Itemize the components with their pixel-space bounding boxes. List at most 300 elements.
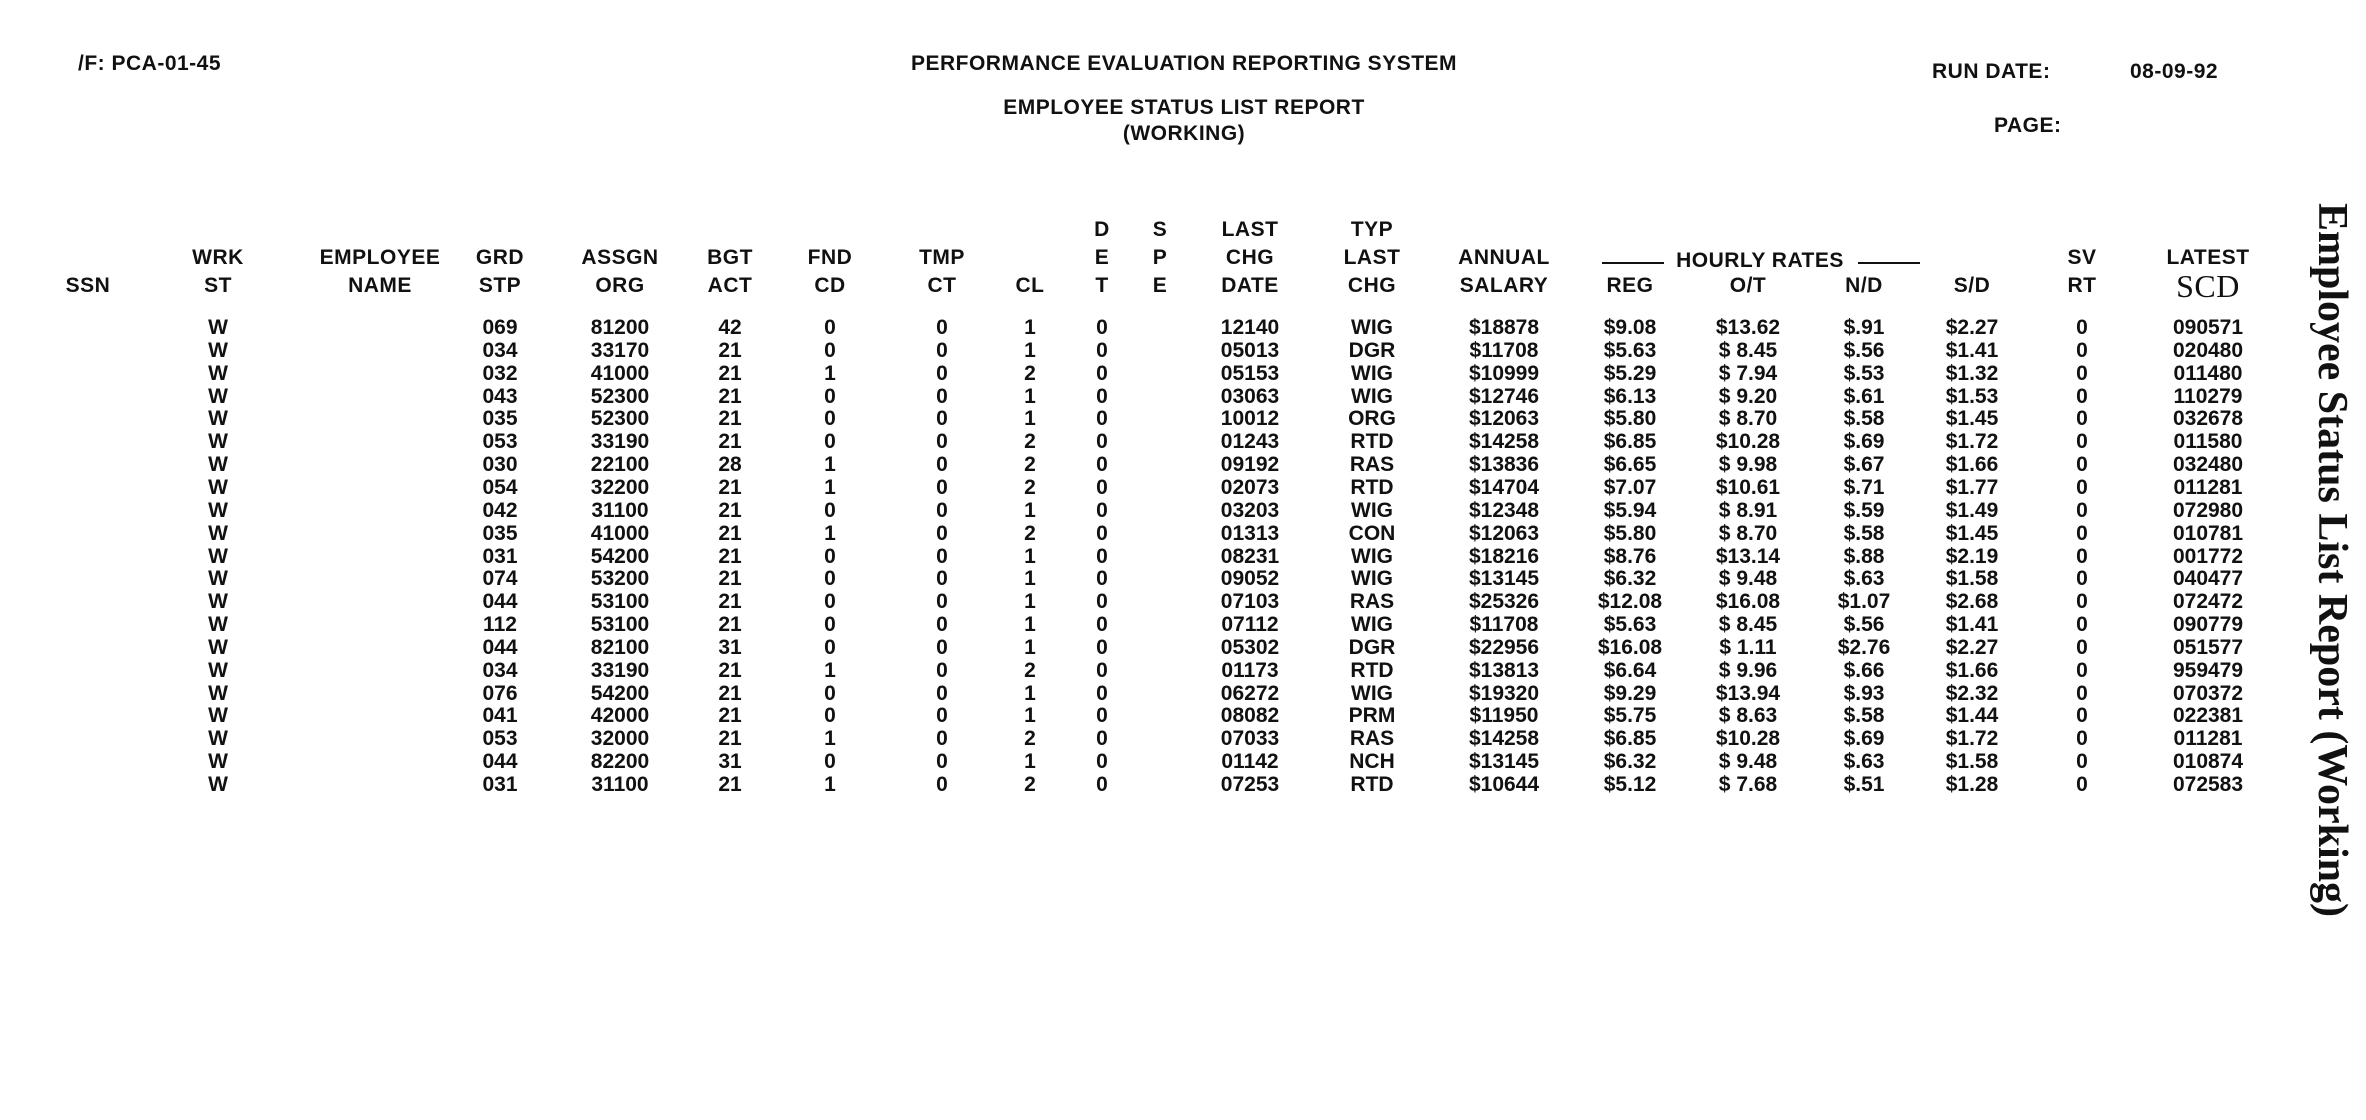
annual-salary-cell: $11708 [1469,338,1539,362]
col-header-annual: ANNUAL [1458,246,1550,269]
cl-cell: 2 [1024,430,1036,454]
latest-scd-cell: 022381 [2172,704,2244,728]
col-header-det: T [1095,274,1109,297]
sv-rt-cell: 0 [2076,590,2088,614]
grd-cell: 034 [482,658,518,682]
col-header-wrk: WRK [192,246,244,269]
latest-scd-cell: 072583 [2172,773,2244,796]
grd-cell: 044 [482,635,518,659]
typ-last-chg-cell: WIG [1351,498,1393,522]
col-header-wrk: ST [204,274,232,297]
typ-last-chg-cell: RTD [1350,430,1394,454]
fnd-cell: 1 [824,658,836,682]
fnd-cell: 0 [824,544,836,568]
col-header-ot: O/T [1729,274,1767,297]
wrk-cell: W [208,773,228,796]
last-chg-date-cell: 08082 [1220,704,1280,728]
nd-rate-cell: $.58 [1843,521,1885,545]
last-chg-date-cell: 12140 [1220,316,1280,339]
typ-last-chg-cell: WIG [1351,361,1393,385]
ot-rate-cell: $ 7.94 [1718,361,1778,385]
det-cell: 0 [1096,635,1108,659]
wrk-cell: W [208,590,228,614]
ot-rate-cell: $13.14 [1715,544,1781,568]
col-header-typ: LAST [1343,246,1401,269]
nd-rate-cell: $.91 [1843,316,1885,339]
bgt-cell: 21 [718,613,742,637]
latest-scd-cell: 110279 [2173,384,2243,408]
bgt-cell: 21 [718,704,742,728]
nd-rate-cell: $.63 [1843,567,1885,591]
last-chg-date-cell: 08231 [1220,544,1280,568]
det-cell: 0 [1096,773,1108,796]
fnd-cell: 0 [824,498,836,522]
grd-cell: 043 [482,384,518,408]
grd-cell: 041 [482,704,518,728]
reg-rate-cell: $5.75 [1603,704,1657,728]
nd-rate-cell: $.61 [1843,384,1885,408]
grd-cell: 031 [482,773,518,796]
assgn-cell: 52300 [590,384,650,408]
last-chg-date-cell: 07103 [1220,590,1280,614]
nd-rate-cell: $.56 [1843,338,1885,362]
fnd-cell: 0 [824,407,836,431]
fnd-cell: 0 [824,567,836,591]
grd-cell: 074 [482,567,518,591]
bgt-cell: 28 [718,453,742,477]
nd-rate-cell: $.58 [1843,407,1885,431]
cl-cell: 1 [1024,613,1036,637]
reg-rate-cell: $9.29 [1603,681,1657,705]
reg-rate-cell: $5.80 [1603,407,1657,431]
col-header-tmp: TMP [919,246,965,269]
fnd-cell: 1 [824,521,836,545]
bgt-cell: 31 [718,635,742,659]
ot-rate-cell: $ 9.96 [1718,658,1778,682]
nd-rate-cell: $.67 [1843,453,1885,477]
hourly-rates-line-right [1858,262,1920,264]
col-header-fnd: CD [814,274,846,297]
tmp-cell: 0 [936,430,948,454]
typ-last-chg-cell: WIG [1351,681,1393,705]
fnd-cell: 0 [824,681,836,705]
reg-rate-cell: $8.76 [1603,544,1657,568]
cl-cell: 1 [1024,498,1036,522]
run-date-label: RUN DATE: [1932,60,2051,83]
nd-rate-cell: $.51 [1843,773,1885,796]
bgt-cell: 21 [718,567,742,591]
latest-scd-cell: 001772 [2172,544,2244,568]
sd-rate-cell: $1.66 [1945,658,1999,682]
sv-rt-cell: 0 [2076,567,2088,591]
reg-rate-cell: $6.65 [1603,453,1657,477]
col-header-typ: TYP [1350,218,1394,241]
nd-rate-cell: $.58 [1843,704,1885,728]
annual-salary-cell: $12746 [1468,384,1540,408]
reg-rate-cell: $9.08 [1603,316,1657,339]
assgn-cell: 54200 [590,544,650,568]
tmp-cell: 0 [936,613,948,637]
reg-rate-cell: $5.12 [1603,773,1657,796]
wrk-cell: W [208,635,228,659]
fnd-cell: 1 [824,361,836,385]
assgn-cell: 33190 [590,658,650,682]
typ-last-chg-cell: CON [1348,521,1396,545]
latest-scd-cell: 040477 [2172,567,2244,591]
last-chg-date-cell: 05153 [1220,361,1280,385]
col-header-tmp: CT [927,274,957,297]
cl-cell: 1 [1024,544,1036,568]
det-cell: 0 [1096,407,1108,431]
nd-rate-cell: $.88 [1843,544,1885,568]
wrk-cell: W [208,544,228,568]
annual-salary-cell: $14704 [1468,475,1540,499]
bgt-cell: 21 [718,521,742,545]
sv-rt-cell: 0 [2076,544,2088,568]
tmp-cell: 0 [936,681,948,705]
nd-rate-cell: $.59 [1843,498,1885,522]
col-header-grd: STP [478,274,522,297]
fnd-cell: 0 [824,384,836,408]
bgt-cell: 21 [718,475,742,499]
bgt-cell: 21 [718,338,742,362]
bgt-cell: 21 [718,498,742,522]
bgt-cell: 21 [718,727,742,751]
assgn-cell: 41000 [590,521,650,545]
bgt-cell: 21 [718,361,742,385]
typ-last-chg-cell: RAS [1349,727,1395,751]
last-chg-date-cell: 05013 [1220,338,1280,362]
col-header-spe: S [1152,218,1168,241]
col-header-det: E [1094,246,1110,269]
det-cell: 0 [1096,613,1108,637]
annual-salary-cell: $22956 [1468,635,1540,659]
typ-last-chg-cell: NCH [1349,750,1395,774]
col-header-assgn: ASSGN [581,246,659,269]
nd-rate-cell: $.69 [1843,430,1885,454]
grd-cell: 035 [482,521,518,545]
col-header-last: CHG [1225,246,1275,269]
grd-cell: 030 [482,453,518,477]
assgn-cell: 32000 [590,727,650,751]
wrk-cell: W [208,704,228,728]
side-title: Employee Status List Report (Working) [2309,203,2355,917]
col-header-sd: S/D [1953,274,1991,297]
det-cell: 0 [1096,521,1108,545]
grd-cell: 054 [482,475,518,499]
sd-rate-cell: $2.27 [1945,635,1999,659]
report-title: EMPLOYEE STATUS LIST REPORT [1003,96,1365,119]
grd-cell: 053 [482,727,518,751]
latest-scd-cell: 959479 [2172,658,2244,682]
sv-rt-cell: 0 [2076,430,2088,454]
annual-salary-cell: $18878 [1468,316,1540,339]
sd-rate-cell: $2.68 [1945,590,1999,614]
sd-rate-cell: $2.27 [1945,316,1999,339]
assgn-cell: 81200 [590,316,650,339]
ot-rate-cell: $ 9.48 [1718,750,1778,774]
col-header-assgn: ORG [595,274,645,297]
fnd-cell: 0 [824,338,836,362]
ot-rate-cell: $10.28 [1715,727,1781,751]
assgn-cell: 32200 [590,475,650,499]
latest-scd-cell: 011480 [2173,361,2243,385]
nd-rate-cell: $.71 [1843,475,1885,499]
det-cell: 0 [1096,361,1108,385]
tmp-cell: 0 [936,316,948,339]
col-header-name: NAME [348,274,412,297]
last-chg-date-cell: 07033 [1220,727,1280,751]
wrk-cell: W [208,316,228,339]
last-chg-date-cell: 01243 [1220,430,1280,454]
latest-scd-cell: 051577 [2172,635,2244,659]
sd-rate-cell: $2.32 [1945,681,1999,705]
col-header-spe: P [1152,246,1168,269]
last-chg-date-cell: 05302 [1220,635,1280,659]
assgn-cell: 53100 [590,613,650,637]
sd-rate-cell: $1.66 [1945,453,1999,477]
sd-rate-cell: $1.53 [1945,384,1999,408]
assgn-cell: 41000 [590,361,650,385]
col-header-bgt: BGT [707,246,753,269]
bgt-cell: 31 [718,750,742,774]
nd-rate-cell: $.56 [1843,613,1885,637]
hourly-rates-label: HOURLY RATES [1676,249,1844,272]
ot-rate-cell: $ 8.45 [1718,613,1778,637]
reg-rate-cell: $16.08 [1597,635,1663,659]
report-subtitle: (WORKING) [1122,122,1246,145]
det-cell: 0 [1096,750,1108,774]
col-header-nd: N/D [1845,274,1883,297]
tmp-cell: 0 [936,521,948,545]
latest-scd-cell: 010781 [2172,521,2244,545]
annual-salary-cell: $11950 [1469,704,1539,728]
typ-last-chg-cell: WIG [1351,567,1393,591]
reg-rate-cell: $6.32 [1603,567,1657,591]
fnd-cell: 0 [824,750,836,774]
reg-rate-cell: $5.63 [1603,338,1657,362]
grd-cell: 031 [482,544,518,568]
reg-rate-cell: $6.32 [1603,750,1657,774]
sd-rate-cell: $1.58 [1945,750,1999,774]
wrk-cell: W [208,750,228,774]
fnd-cell: 1 [824,727,836,751]
bgt-cell: 21 [718,544,742,568]
ot-rate-cell: $ 8.91 [1718,498,1778,522]
latest-scd-cell: 090571 [2172,316,2244,339]
last-chg-date-cell: 06272 [1220,681,1280,705]
fnd-cell: 0 [824,704,836,728]
fnd-cell: 0 [824,316,836,339]
typ-last-chg-cell: WIG [1351,544,1393,568]
fnd-cell: 0 [824,430,836,454]
sv-rt-cell: 0 [2076,453,2088,477]
cl-cell: 1 [1024,750,1036,774]
last-chg-date-cell: 01313 [1220,521,1280,545]
typ-last-chg-cell: RAS [1349,590,1395,614]
latest-scd-cell: 090779 [2172,613,2244,637]
assgn-cell: 53200 [590,567,650,591]
wrk-cell: W [208,498,228,522]
ot-rate-cell: $ 8.70 [1718,521,1778,545]
cl-cell: 1 [1024,316,1036,339]
tmp-cell: 0 [936,567,948,591]
sd-rate-cell: $1.77 [1945,475,1999,499]
ot-rate-cell: $ 8.63 [1718,704,1778,728]
ot-rate-cell: $ 8.45 [1718,338,1778,362]
sd-rate-cell: $1.44 [1945,704,1999,728]
cl-cell: 2 [1024,727,1036,751]
annual-salary-cell: $10644 [1468,773,1540,796]
last-chg-date-cell: 09052 [1220,567,1280,591]
ot-rate-cell: $ 1.11 [1719,635,1777,659]
annual-salary-cell: $13813 [1468,658,1540,682]
latest-scd-cell: 011281 [2173,727,2243,751]
sd-rate-cell: $1.45 [1945,407,1999,431]
annual-salary-cell: $25326 [1468,590,1540,614]
sv-rt-cell: 0 [2076,316,2088,339]
sd-rate-cell: $1.41 [1945,613,1999,637]
reg-rate-cell: $12.08 [1597,590,1663,614]
annual-salary-cell: $12348 [1468,498,1540,522]
last-chg-date-cell: 02073 [1220,475,1280,499]
annual-salary-cell: $13145 [1468,567,1540,591]
hourly-rates-line-left [1602,262,1664,264]
sv-rt-cell: 0 [2076,658,2088,682]
sv-rt-cell: 0 [2076,635,2088,659]
system-title: PERFORMANCE EVALUATION REPORTING SYSTEM [910,52,1458,75]
latest-scd-cell: 011580 [2173,430,2243,454]
latest-scd-cell: 020480 [2172,338,2244,362]
assgn-cell: 33190 [590,430,650,454]
bgt-cell: 21 [718,658,742,682]
nd-rate-cell: $.93 [1843,681,1885,705]
det-cell: 0 [1096,658,1108,682]
grd-cell: 035 [482,407,518,431]
wrk-cell: W [208,567,228,591]
wrk-cell: W [208,727,228,751]
ot-rate-cell: $16.08 [1715,590,1781,614]
cl-cell: 1 [1024,338,1036,362]
wrk-cell: W [208,407,228,431]
wrk-cell: W [208,521,228,545]
det-cell: 0 [1096,727,1108,751]
cl-cell: 2 [1024,521,1036,545]
sv-rt-cell: 0 [2076,338,2088,362]
tmp-cell: 0 [936,338,948,362]
bgt-cell: 42 [718,316,742,339]
col-header-fnd: FND [807,246,853,269]
typ-last-chg-cell: WIG [1351,316,1393,339]
col-header-reg: REG [1606,274,1654,297]
tmp-cell: 0 [936,704,948,728]
cl-cell: 2 [1024,773,1036,796]
det-cell: 0 [1096,498,1108,522]
tmp-cell: 0 [936,384,948,408]
det-cell: 0 [1096,384,1108,408]
annual-salary-cell: $11708 [1469,613,1539,637]
assgn-cell: 53100 [590,590,650,614]
sv-rt-cell: 0 [2076,750,2088,774]
det-cell: 0 [1096,704,1108,728]
annual-salary-cell: $19320 [1468,681,1540,705]
bgt-cell: 21 [718,407,742,431]
reg-rate-cell: $5.63 [1603,613,1657,637]
sv-rt-cell: 0 [2076,704,2088,728]
sd-rate-cell: $1.72 [1945,727,1999,751]
cl-cell: 1 [1024,681,1036,705]
typ-last-chg-cell: DGR [1348,635,1396,659]
bgt-cell: 21 [718,773,742,796]
typ-last-chg-cell: RTD [1350,773,1394,796]
annual-salary-cell: $18216 [1468,544,1540,568]
reg-rate-cell: $5.80 [1603,521,1657,545]
col-header-last: DATE [1221,274,1279,297]
assgn-cell: 31100 [591,773,649,796]
latest-scd-cell: 070372 [2172,681,2244,705]
typ-last-chg-cell: RTD [1350,658,1394,682]
tmp-cell: 0 [936,750,948,774]
page-label: PAGE: [1994,114,2062,137]
col-header-sv: RT [2067,274,2097,297]
bgt-cell: 21 [718,681,742,705]
bgt-cell: 21 [718,590,742,614]
reg-rate-cell: $7.07 [1603,475,1657,499]
run-date-value: 08-09-92 [2130,60,2219,83]
cl-cell: 1 [1024,567,1036,591]
cl-cell: 1 [1024,384,1036,408]
wrk-cell: W [208,453,228,477]
typ-last-chg-cell: WIG [1351,613,1393,637]
col-header-bgt: ACT [707,274,753,297]
wrk-cell: W [208,658,228,682]
ot-rate-cell: $10.61 [1715,475,1781,499]
col-header-cl: CL [1015,274,1045,297]
reg-rate-cell: $6.13 [1603,384,1657,408]
annual-salary-cell: $14258 [1468,727,1540,751]
tmp-cell: 0 [936,590,948,614]
latest-scd-cell: 032678 [2172,407,2244,431]
sv-rt-cell: 0 [2076,613,2088,637]
tmp-cell: 0 [936,498,948,522]
latest-scd-cell: 032480 [2172,453,2244,477]
cl-cell: 1 [1024,704,1036,728]
det-cell: 0 [1096,453,1108,477]
fnd-cell: 1 [824,453,836,477]
wrk-cell: W [208,338,228,362]
typ-last-chg-cell: ORG [1348,407,1396,431]
nd-rate-cell: $2.76 [1837,635,1891,659]
grd-cell: 112 [483,613,517,637]
det-cell: 0 [1096,681,1108,705]
reg-rate-cell: $5.29 [1603,361,1657,385]
det-cell: 0 [1096,544,1108,568]
annual-salary-cell: $12063 [1468,407,1540,431]
grd-cell: 069 [482,316,518,339]
annual-salary-cell: $13836 [1468,453,1540,477]
fnd-cell: 1 [824,773,836,796]
typ-last-chg-cell: WIG [1351,384,1393,408]
col-header-ssn: SSN [65,274,111,297]
reg-rate-cell: $5.94 [1603,498,1657,522]
typ-last-chg-cell: RAS [1349,453,1395,477]
assgn-cell: 33170 [590,338,650,362]
sv-rt-cell: 0 [2076,361,2088,385]
last-chg-date-cell: 01142 [1221,750,1279,774]
det-cell: 0 [1096,475,1108,499]
sv-rt-cell: 0 [2076,773,2088,796]
grd-cell: 076 [482,681,518,705]
